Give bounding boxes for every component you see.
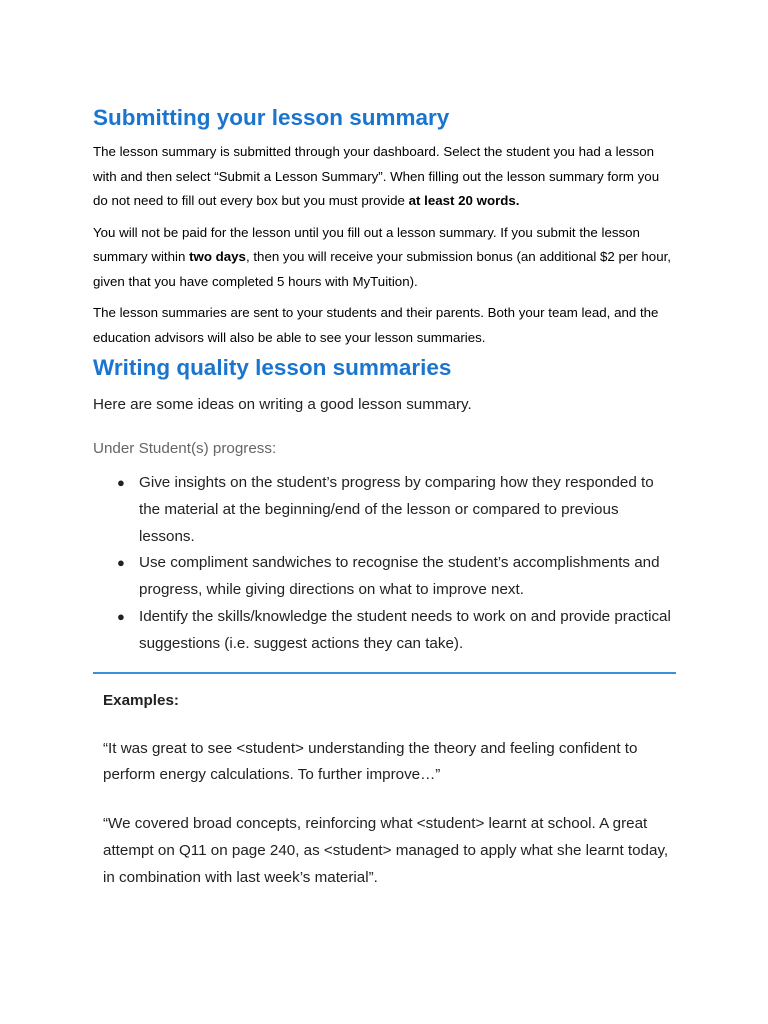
bullet-icon: ● bbox=[117, 608, 125, 624]
progress-tips-list bbox=[93, 470, 676, 658]
subheading-student-progress: Under Student(s) progress: bbox=[93, 440, 277, 457]
list-item-text: Identify the skills/knowledge the student needs to work on and provide practical suggestions (i.e. suggest actions they can take). bbox=[139, 607, 671, 652]
examples-title: Examples: bbox=[103, 691, 179, 709]
paragraph-intro: Here are some ideas on writing a good lesson summary. bbox=[93, 396, 472, 413]
example-quote: “We covered broad concepts, reinforcing what <student> learnt at school. A great attempt on Q11 on page 240, as <student> managed to apply what she learnt today, in combination with last week’s material”. bbox=[103, 815, 669, 886]
paragraph-text: You will not be paid for the lesson until you fill out a lesson summary. If you submit the lesson summary within bbox=[93, 224, 640, 264]
example-quote: “It was great to see <student> understanding the theory and feeling confident to perform energy calculations. To further improve…” bbox=[103, 739, 638, 784]
bullet-icon: ● bbox=[117, 475, 125, 490]
paragraph-payment-info bbox=[93, 221, 676, 295]
examples-box bbox=[93, 690, 676, 892]
list-item bbox=[93, 470, 676, 550]
document-content bbox=[93, 100, 676, 892]
section-divider bbox=[93, 672, 676, 674]
paragraph-bold-text: two days bbox=[189, 249, 246, 264]
section-heading-submitting: Submitting your lesson summary bbox=[93, 105, 450, 130]
list-item-text: Use compliment sandwiches to recognise the student’s accomplishments and progress, while giving directions on what to improve next. bbox=[139, 554, 660, 599]
paragraph-visibility-info: The lesson summaries are sent to your students and their parents. Both your team lead, and the education advisors will also be able to see your lesson summaries. bbox=[93, 305, 659, 345]
paragraph-text: , then you will receive your submission bonus (an additional $2 per hour, given that you have completed 5 hours with MyTuition). bbox=[93, 249, 671, 289]
paragraph-text: The lesson summary is submitted through your dashboard. Select the student you had a lesson with and then select “Submit a Lesson Summary”. When filling out the lesson summary form you do not need to fill out every box but you must provide bbox=[93, 144, 660, 208]
paragraph-submission-instructions bbox=[93, 140, 676, 214]
list-item bbox=[93, 604, 676, 658]
section-heading-writing-quality: Writing quality lesson summaries bbox=[93, 355, 452, 380]
paragraph-bold-text: at least 20 words. bbox=[408, 193, 520, 208]
bullet-icon: ● bbox=[117, 555, 125, 571]
list-item-text: Give insights on the student’s progress by comparing how they responded to the material at the beginning/end of the lesson or compared to previous lessons. bbox=[139, 474, 654, 545]
list-item bbox=[93, 550, 676, 604]
